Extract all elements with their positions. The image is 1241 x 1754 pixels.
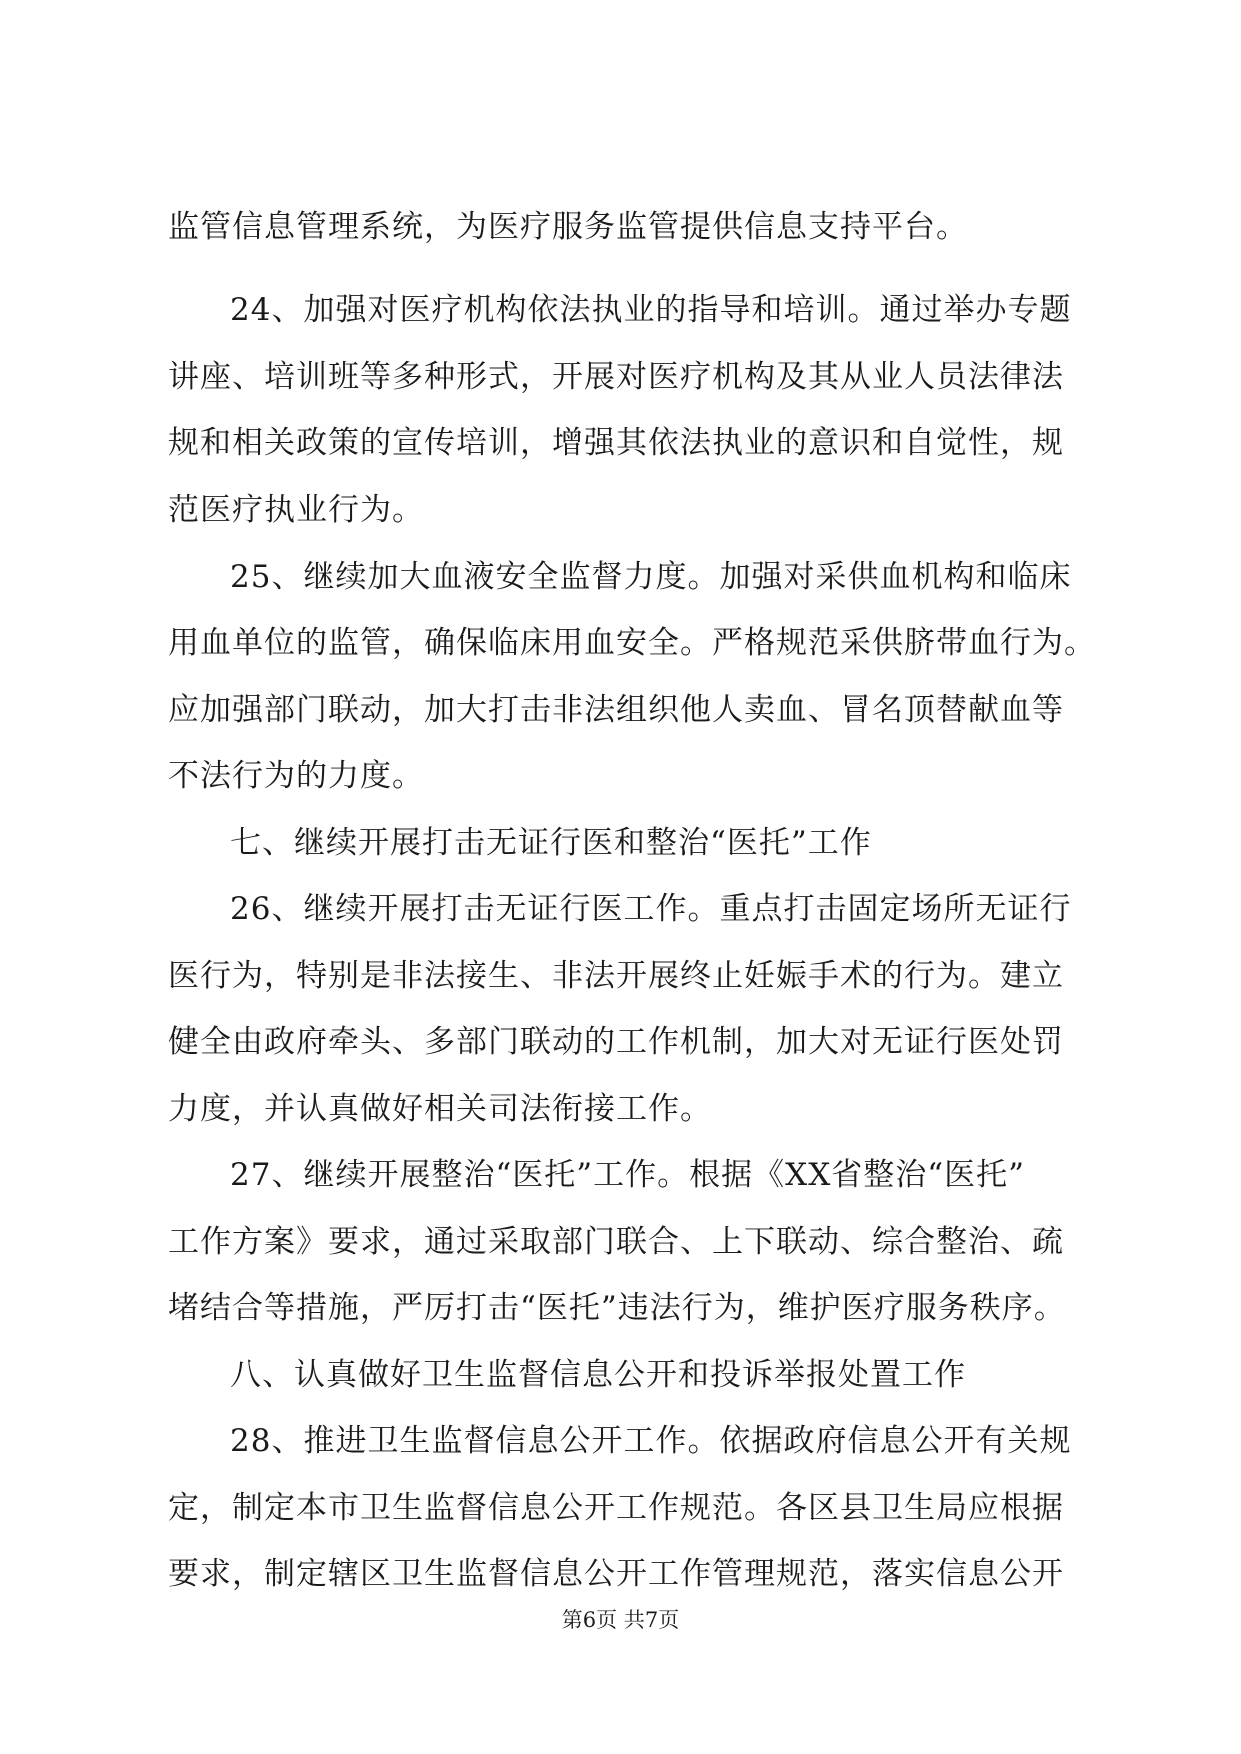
text-line: 定，制定本市卫生监督信息公开工作规范。各区县卫生局应根据 [168, 1490, 1064, 1526]
text-line: 堵结合等措施，严厉打击“医托”违法行为，维护医疗服务秩序。 [168, 1290, 1066, 1326]
page-number-footer: 第6页 共7页 [561, 1608, 680, 1632]
text-line: 要求，制定辖区卫生监督信息公开工作管理规范，落实信息公开 [168, 1556, 1064, 1592]
text-line: 范医疗执业行为。 [168, 492, 424, 528]
text-line: 监管信息管理系统，为医疗服务监管提供信息支持平台。 [168, 209, 968, 245]
text-line: 规和相关政策的宣传培训，增强其依法执业的意识和自觉性，规 [168, 425, 1064, 461]
text-line: 28、推进卫生监督信息公开工作。依据政府信息公开有关规 [230, 1423, 1072, 1459]
text-line: 力度，并认真做好相关司法衔接工作。 [168, 1091, 712, 1127]
text-line: 26、继续开展打击无证行医工作。重点打击固定场所无证行 [230, 891, 1072, 927]
text-line: 用血单位的监管，确保临床用血安全。严格规范采供脐带血行为。 [168, 625, 1096, 661]
section-heading: 八、认真做好卫生监督信息公开和投诉举报处置工作 [230, 1357, 966, 1393]
text-line: 应加强部门联动，加大打击非法组织他人卖血、冒名顶替献血等 [168, 692, 1064, 728]
text-line: 工作方案》要求，通过采取部门联合、上下联动、综合整治、疏 [168, 1224, 1064, 1260]
text-line: 医行为，特别是非法接生、非法开展终止妊娠手术的行为。建立 [168, 958, 1064, 994]
text-line: 讲座、培训班等多种形式，开展对医疗机构及其从业人员法律法 [168, 359, 1064, 395]
text-line: 27、继续开展整治“医托”工作。根据《XX省整治“医托” [230, 1157, 1025, 1193]
section-heading: 七、继续开展打击无证行医和整治“医托”工作 [230, 825, 872, 861]
text-line: 健全由政府牵头、多部门联动的工作机制，加大对无证行医处罚 [168, 1024, 1064, 1060]
text-line: 25、继续加大血液安全监督力度。加强对采供血机构和临床 [230, 559, 1072, 595]
text-line: 24、加强对医疗机构依法执业的指导和培训。通过举办专题 [230, 292, 1072, 328]
text-line: 不法行为的力度。 [168, 758, 424, 794]
